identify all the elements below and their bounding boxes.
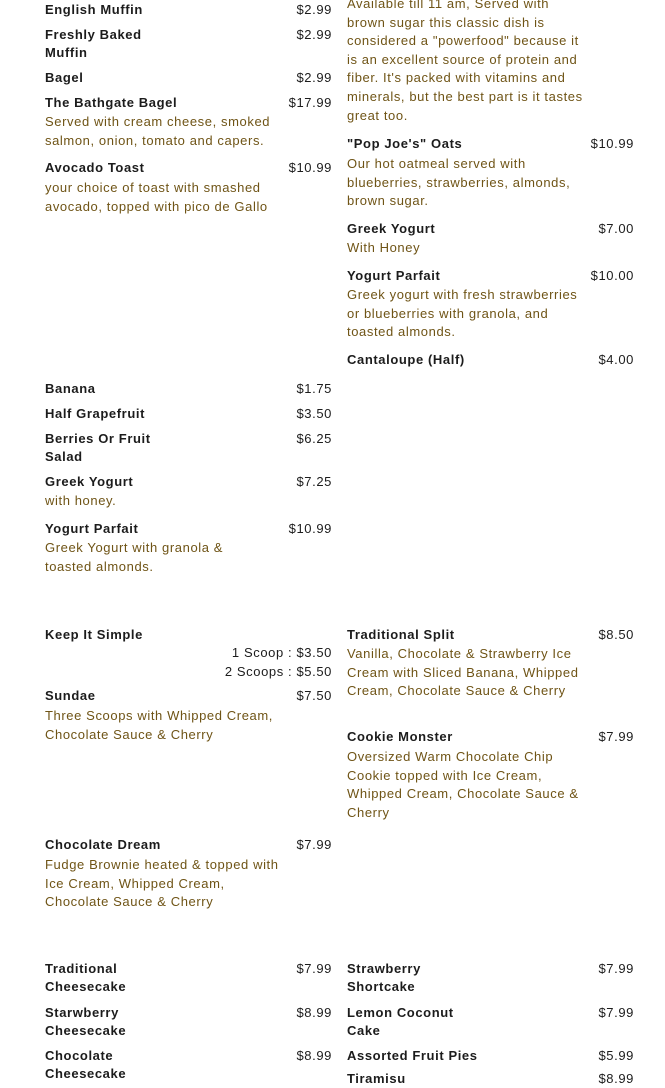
item-name: Yogurt Parfait	[347, 268, 441, 283]
item-price: $7.99	[598, 1005, 634, 1020]
item-price: $6.25	[296, 431, 332, 446]
item-name: English Muffin	[45, 2, 143, 17]
item-description: Greek yogurt with fresh strawberries or blueberries with granola, and toasted almonds.	[347, 287, 578, 340]
item-price: $7.99	[598, 729, 634, 744]
item-price: $4.00	[598, 352, 634, 367]
item-description: Our hot oatmeal served with blueberries, strawberries, almonds, brown sugar.	[347, 156, 571, 209]
item-name: Traditional Cheesecake	[45, 961, 127, 994]
item-name: Bagel	[45, 70, 84, 85]
item-description: Oversized Warm Chocolate Chip Cookie topped with Ice Cream, Whipped Cream, Chocolate Sauce & Cherry	[347, 749, 579, 820]
item-description: Available till 11 am, Served with brown sugar this classic dish is considered a "powerfood" because it is an excellent source of protein and fiber. It's packed with vitamins and minerals, but the best part is it tastes great too.	[347, 0, 583, 123]
item-price: $8.99	[598, 1071, 634, 1086]
item-description: with honey.	[45, 493, 117, 508]
item-description: Greek Yogurt with granola & toasted almonds.	[45, 540, 224, 574]
item-price: $10.00	[590, 268, 634, 283]
item-name: Assorted Fruit Pies	[347, 1048, 478, 1063]
item-price: $5.99	[598, 1048, 634, 1063]
price-option: 1 Scoop : $3.50	[231, 645, 332, 660]
item-name: Lemon Coconut Cake	[347, 1005, 454, 1038]
item-name: Traditional Split	[347, 627, 455, 642]
item-price: $8.99	[296, 1005, 332, 1020]
item-name: Sundae	[45, 688, 96, 703]
item-price: $17.99	[288, 95, 332, 110]
item-description: With Honey	[347, 240, 421, 255]
item-price: $7.25	[296, 474, 332, 489]
item-price: $2.99	[296, 70, 332, 85]
item-price: $7.50	[296, 688, 332, 703]
item-name: Banana	[45, 381, 96, 396]
item-price: $2.99	[296, 27, 332, 42]
item-name: Cantaloupe (Half)	[347, 352, 465, 367]
item-price: $10.99	[288, 160, 332, 175]
item-name: "Pop Joe's" Oats	[347, 136, 463, 151]
item-name: Starwberry Cheesecake	[45, 1005, 127, 1038]
item-name: The Bathgate Bagel	[45, 95, 178, 110]
item-name: Strawberry Shortcake	[347, 961, 421, 994]
item-name: Greek Yogurt	[45, 474, 134, 489]
item-price: $7.99	[296, 837, 332, 852]
item-description: your choice of toast with smashed avocado, topped with pico de Gallo	[45, 180, 268, 214]
item-name: Half Grapefruit	[45, 406, 146, 421]
item-name: Tiramisu	[347, 1071, 406, 1086]
item-price: $1.75	[296, 381, 332, 396]
price-option: 2 Scoops : $5.50	[224, 664, 332, 679]
item-description: Served with cream cheese, smoked salmon, onion, tomato and capers.	[45, 114, 271, 148]
item-price: $7.99	[598, 961, 634, 976]
item-name: Chocolate Cheesecake	[45, 1048, 127, 1081]
item-price: $8.50	[598, 627, 634, 642]
item-description: Fudge Brownie heated & topped with Ice Cream, Whipped Cream, Chocolate Sauce & Cherry	[45, 857, 279, 910]
item-description: Vanilla, Chocolate & Strawberry Ice Cream with Sliced Banana, Whipped Cream, Chocolate Sauce & Cherry	[347, 646, 579, 699]
item-price: $7.00	[598, 221, 634, 236]
item-price: $3.50	[296, 406, 332, 421]
item-name: Cookie Monster	[347, 729, 453, 744]
item-name: Avocado Toast	[45, 160, 145, 175]
item-price: $2.99	[296, 2, 332, 17]
item-price: $10.99	[288, 521, 332, 536]
item-name: Greek Yogurt	[347, 221, 436, 236]
item-name: Chocolate Dream	[45, 837, 161, 852]
item-name: Berries Or Fruit Salad	[45, 431, 151, 464]
item-price: $10.99	[590, 136, 634, 151]
item-description: Three Scoops with Whipped Cream, Chocolate Sauce & Cherry	[45, 708, 274, 742]
item-name: Yogurt Parfait	[45, 521, 139, 536]
item-price: $7.99	[296, 961, 332, 976]
item-price: $8.99	[296, 1048, 332, 1063]
item-name: Keep It Simple	[45, 627, 143, 642]
item-name: Freshly Baked Muffin	[45, 27, 142, 60]
